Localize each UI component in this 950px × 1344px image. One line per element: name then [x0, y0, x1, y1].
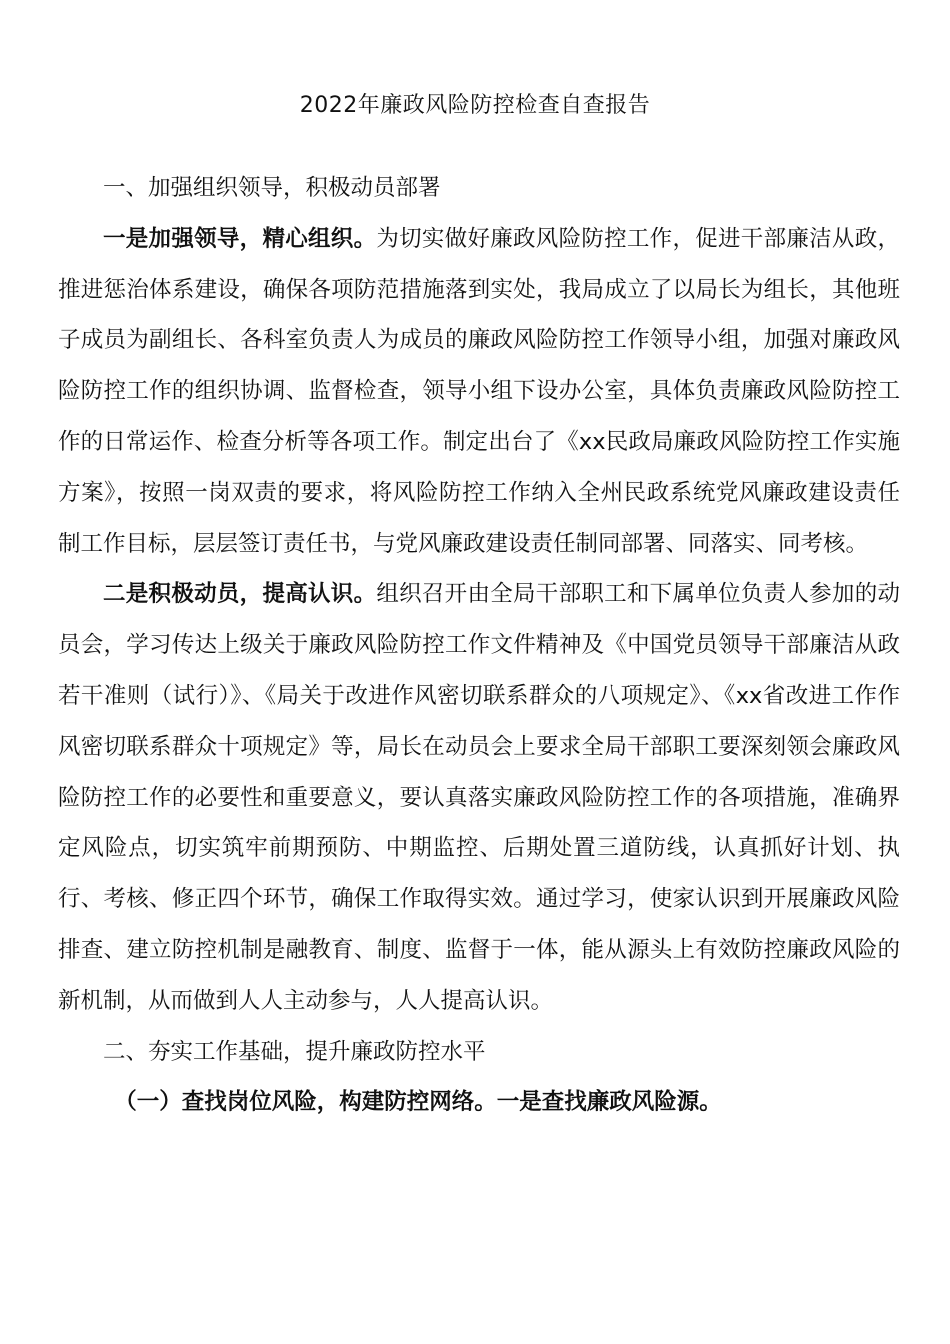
paragraph-2	[58, 569, 900, 1026]
paragraph-2-text: 组织召开由全局干部职工和下属单位负责人参加的动员会，学习传达上级关于廉政风险防控工作文件精神及《中国党员领导干部廉洁从政若干准则（试行）》、《局关于改进作风密切联系群众的八项规定》、《xx省改进工作作风密切联系群众十项规定》等，局长在动员会上要求全局干部职工要深刻领会廉政风险防控工作的必要性和重要意义，要认真落实廉政风险防控工作的各项措施，准确界定风险点，切实筑牢前期预防、中期监控、后期处置三道防线，认真抓好计划、执行、考核、修正四个环节，确保工作取得实效。通过学习，使家认识到开展廉政风险排查、建立防控机制是融教育、制度、监督于一体，能从源头上有效防控廉政风险的新机制，从而做到人人主动参与，人人提高认识。	[58, 581, 900, 1014]
paragraph-1-lead: 一是加强领导，精心组织。	[103, 225, 377, 252]
subsection-heading-1: （一）查找岗位风险，构建防控网络。一是查找廉政风险源。	[114, 1089, 722, 1116]
section-heading-1: 一、加强组织领导，积极动员部署	[103, 175, 441, 201]
paragraph-1-text: 为切实做好廉政风险防控工作，促进干部廉洁从政，推进惩治体系建设，确保各项防范措施落到实处，我局成立了以局长为组长，其他班子成员为副组长、各科室负责人为成员的廉政风险防控工作领导小组，加强对廉政风险防控工作的组织协调、监督检查，领导小组下设办公室，具体负责廉政风险防控工作的日常运作、检查分析等各项工作。制定出台了《xx民政局廉政风险防控工作实施方案》，按照一岗双责的要求，将风险防控工作纳入全州民政系统党风廉政建设责任制工作目标，层层签订责任书，与党风廉政建设责任制同部署、同落实、同考核。	[58, 225, 900, 557]
document-body	[58, 163, 900, 1128]
paragraph-2-lead: 二是积极动员，提高认识。	[103, 581, 377, 608]
document-title: 2022年廉政风险防控检查自查报告	[299, 93, 651, 118]
section-heading-2: 二、夯实工作基础，提升廉政防控水平	[103, 1038, 486, 1065]
paragraph-1	[58, 214, 900, 570]
